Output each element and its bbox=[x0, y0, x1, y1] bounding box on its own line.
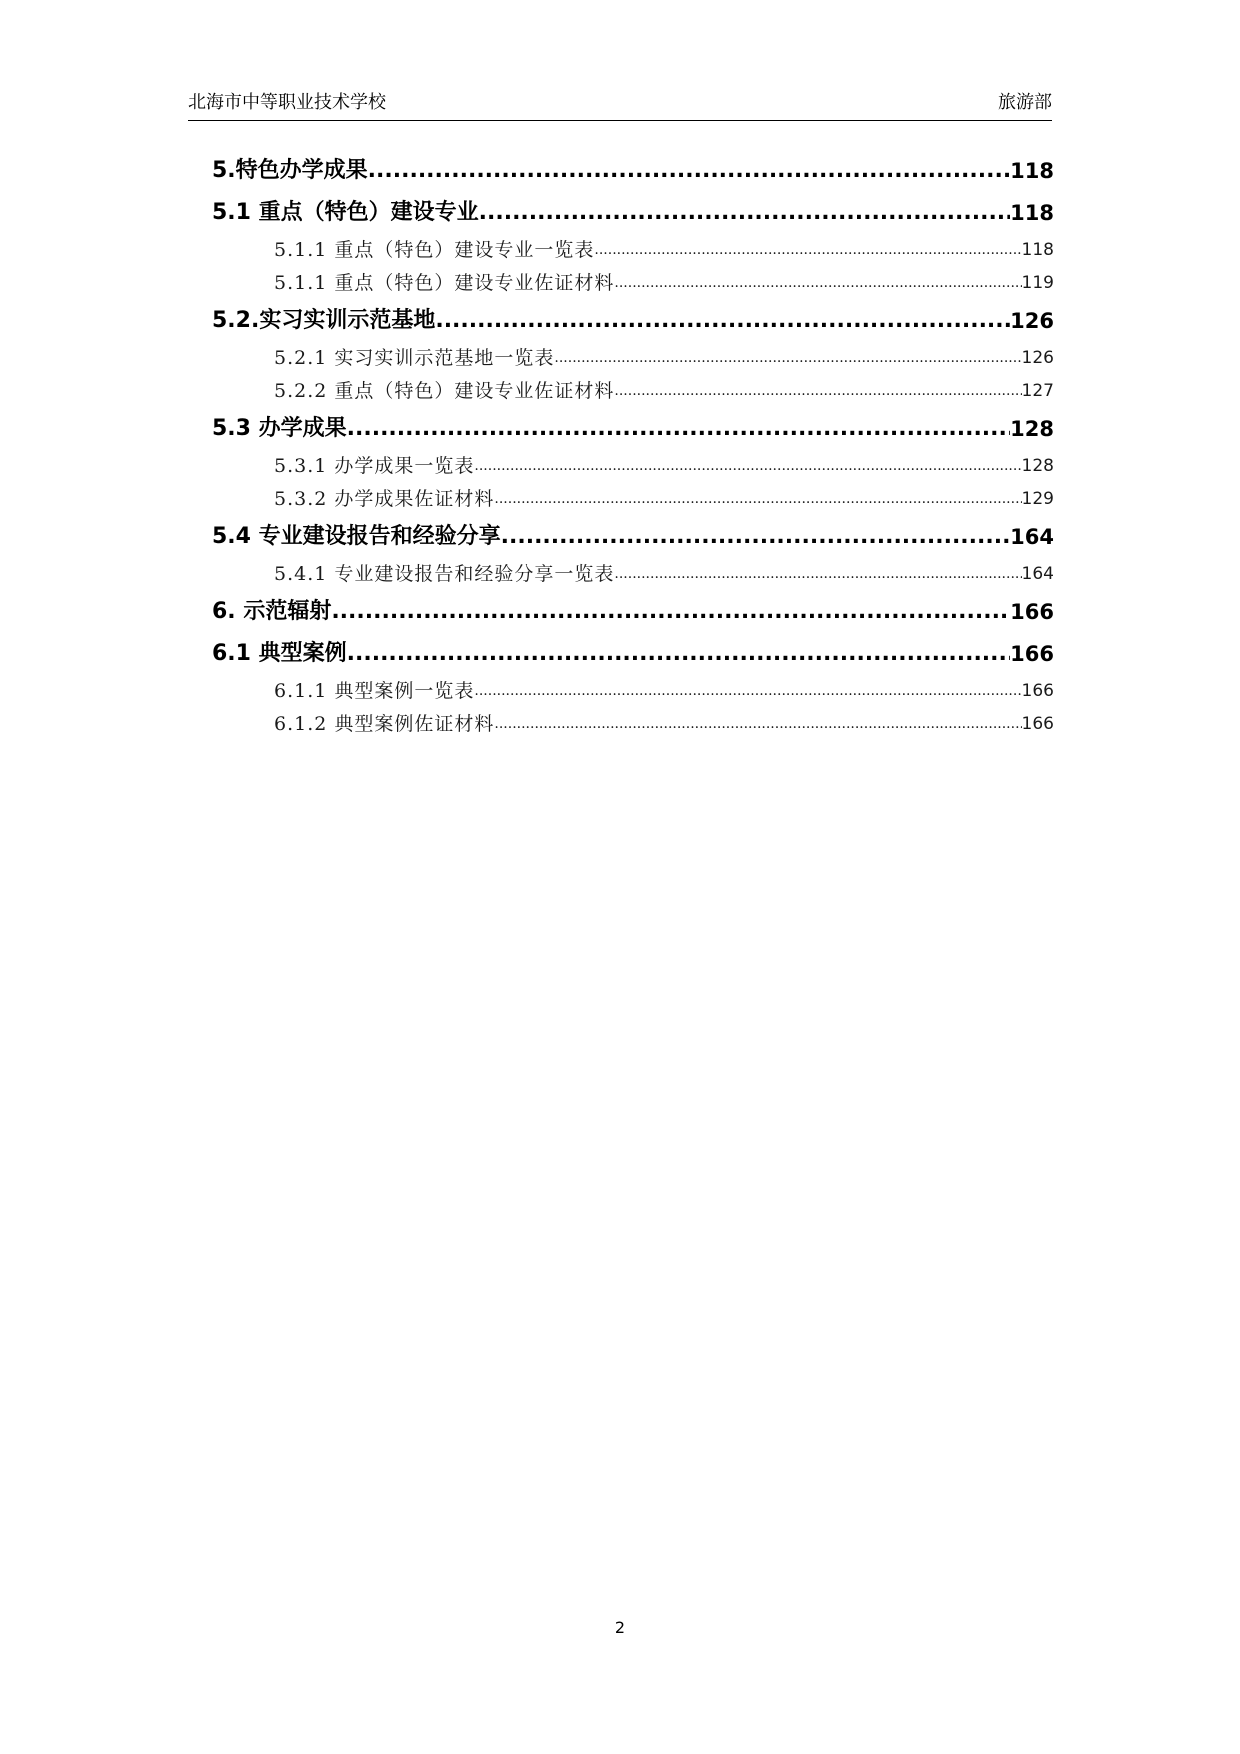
toc-entry-page: 118 bbox=[1021, 240, 1054, 260]
toc-leader-dots bbox=[347, 639, 1011, 669]
toc-subentry[interactable] bbox=[212, 375, 1054, 408]
toc-entry-page: 118 bbox=[1010, 159, 1054, 183]
toc-entry-title: 5.3.1 办学成果一览表 bbox=[274, 455, 475, 477]
toc-entry[interactable] bbox=[212, 300, 1054, 342]
toc-entry-title: 6.1 典型案例 bbox=[212, 641, 347, 666]
toc-entry[interactable] bbox=[212, 516, 1054, 558]
toc-entry-title: 5.1.1 重点（特色）建设专业佐证材料 bbox=[274, 272, 615, 294]
toc-entry-page: 164 bbox=[1010, 525, 1054, 549]
toc-entry[interactable] bbox=[212, 150, 1054, 192]
toc-entry-title: 5.3 办学成果 bbox=[212, 416, 347, 441]
toc-entry-page: 128 bbox=[1010, 417, 1054, 441]
page-header bbox=[188, 88, 1052, 118]
toc-leader-dots bbox=[594, 237, 1021, 264]
toc-entry-page: 166 bbox=[1010, 642, 1054, 666]
toc-entry-title: 5.4 专业建设报告和经验分享 bbox=[212, 524, 501, 549]
toc-entry-title: 5.2.2 重点（特色）建设专业佐证材料 bbox=[274, 380, 615, 402]
toc-leader-dots bbox=[614, 561, 1021, 588]
toc-leader-dots bbox=[479, 198, 1011, 228]
toc-subentry[interactable] bbox=[212, 267, 1054, 300]
toc-entry-page: 126 bbox=[1021, 348, 1054, 368]
toc-subentry[interactable] bbox=[212, 450, 1054, 483]
toc-entry[interactable] bbox=[212, 633, 1054, 675]
toc-entry-page: 166 bbox=[1010, 600, 1054, 624]
toc-entry-page: 126 bbox=[1010, 309, 1054, 333]
toc-leader-dots bbox=[347, 414, 1011, 444]
toc-subentry[interactable] bbox=[212, 558, 1054, 591]
header-school-name: 北海市中等职业技术学校 bbox=[188, 92, 386, 113]
toc-leader-dots bbox=[501, 522, 1011, 552]
toc-leader-dots bbox=[474, 453, 1021, 480]
table-of-contents bbox=[212, 150, 1054, 741]
toc-subentry[interactable] bbox=[212, 483, 1054, 516]
toc-entry-page: 129 bbox=[1021, 489, 1054, 509]
header-department: 旅游部 bbox=[998, 92, 1052, 113]
toc-leader-dots bbox=[435, 306, 1010, 336]
toc-entry-page: 164 bbox=[1021, 564, 1054, 584]
toc-leader-dots bbox=[494, 711, 1021, 738]
toc-entry[interactable] bbox=[212, 591, 1054, 633]
toc-entry-title: 5.1 重点（特色）建设专业 bbox=[212, 200, 479, 225]
toc-entry-title: 5.3.2 办学成果佐证材料 bbox=[274, 488, 495, 510]
toc-subentry[interactable] bbox=[212, 342, 1054, 375]
toc-leader-dots bbox=[474, 678, 1021, 705]
toc-entry-title: 5.1.1 重点（特色）建设专业一览表 bbox=[274, 239, 595, 261]
toc-entry-page: 166 bbox=[1021, 681, 1054, 701]
toc-subentry[interactable] bbox=[212, 234, 1054, 267]
toc-entry-title: 5.特色办学成果 bbox=[212, 158, 368, 183]
toc-entry-page: 128 bbox=[1021, 456, 1054, 476]
toc-entry-title: 6.1.1 典型案例一览表 bbox=[274, 680, 475, 702]
toc-leader-dots bbox=[554, 345, 1021, 372]
toc-entry-title: 5.4.1 专业建设报告和经验分享一览表 bbox=[274, 563, 615, 585]
toc-leader-dots bbox=[614, 378, 1021, 405]
toc-entry-page: 166 bbox=[1021, 714, 1054, 734]
toc-leader-dots bbox=[494, 486, 1021, 513]
toc-entry-page: 127 bbox=[1021, 381, 1054, 401]
toc-leader-dots bbox=[614, 270, 1021, 297]
toc-entry-title: 6. 示范辐射 bbox=[212, 599, 332, 624]
toc-entry-page: 118 bbox=[1010, 201, 1054, 225]
toc-entry-page: 119 bbox=[1021, 273, 1054, 293]
toc-leader-dots bbox=[368, 156, 1010, 186]
toc-entry-title: 5.2.实习实训示范基地 bbox=[212, 308, 436, 333]
toc-leader-dots bbox=[331, 597, 1010, 627]
toc-entry-title: 5.2.1 实习实训示范基地一览表 bbox=[274, 347, 555, 369]
toc-entry-title: 6.1.2 典型案例佐证材料 bbox=[274, 713, 495, 735]
toc-entry[interactable] bbox=[212, 408, 1054, 450]
page-number: 2 bbox=[614, 1618, 626, 1637]
toc-entry[interactable] bbox=[212, 192, 1054, 234]
toc-subentry[interactable] bbox=[212, 675, 1054, 708]
toc-subentry[interactable] bbox=[212, 708, 1054, 741]
header-divider bbox=[188, 120, 1052, 121]
